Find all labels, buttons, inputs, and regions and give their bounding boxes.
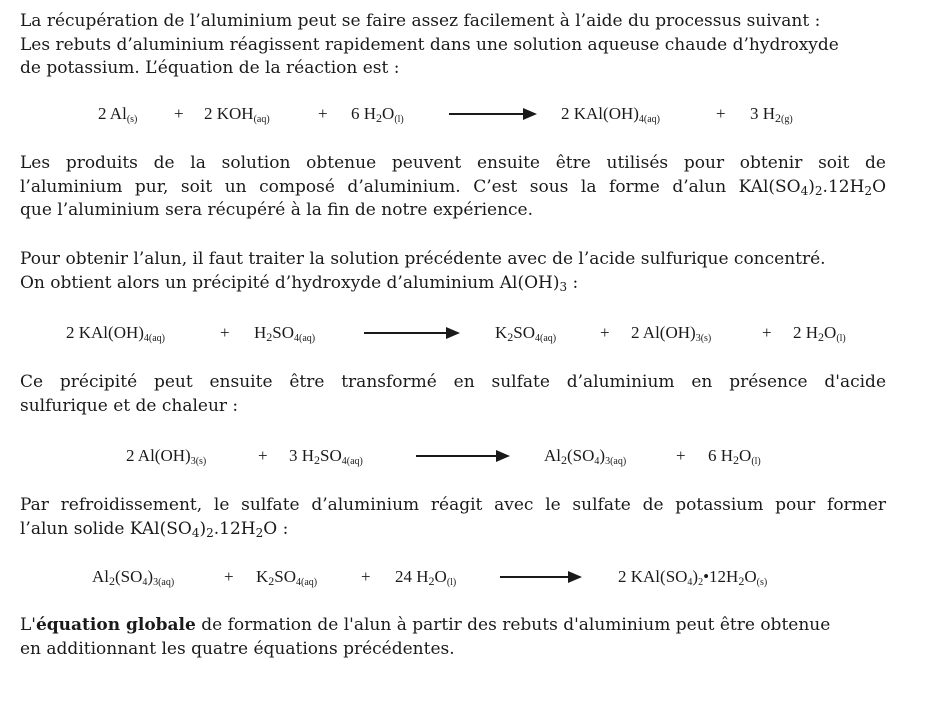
equation-3 <box>0 443 951 469</box>
plus-sign: + <box>762 323 772 342</box>
text-line: l’aluminium pur, soit un composé d’aluminium. C’est sous la forme d’alun KAl(SO4)2.12H2O <box>20 176 886 198</box>
reactant-aloh3: 2 $Al(OH)_{3(s)}$ <box>126 446 207 467</box>
reactant-kaloh4: 2 $KAl(OH)_{4(aq)}$ <box>66 323 166 344</box>
product-alun: 2 $KAl(SO_4)_2•12H2O_{(s)}$ <box>618 567 768 588</box>
reactant-water: 6 $H2O_{(l)}$ <box>351 104 404 125</box>
product-kaloh4: 2 $KAl(OH)_{4(aq)}$ <box>561 104 661 125</box>
product-al2so43: $Al2(SO_4)_{3(aq)}$ <box>544 446 627 467</box>
product-water: 6 $H2O_{(l)}$ <box>708 446 761 467</box>
reactant-al: 2 $Al_{(s)}$ <box>98 104 138 125</box>
plus-sign: + <box>676 446 686 465</box>
plus-sign: + <box>220 323 230 342</box>
plus-sign: + <box>318 104 328 123</box>
reaction-arrow <box>364 332 458 334</box>
text-line: de potassium. L’équation de la réaction est : <box>20 58 400 78</box>
plus-sign: + <box>600 323 610 342</box>
paragraph-alun <box>20 248 886 295</box>
text-line: que l’aluminium sera récupéré à la fin de notre expérience. <box>20 200 534 220</box>
reactant-water: 24 $H2O_{(l)}$ <box>395 567 457 588</box>
plus-sign: + <box>224 567 234 586</box>
plus-sign: + <box>361 567 371 586</box>
reactant-k2so4: $K2SO_{4(aq)}$ <box>256 567 318 588</box>
reaction-arrow <box>449 113 535 115</box>
emphasis-text: équation globale <box>35 615 196 635</box>
text-line: Les produits de la solution obtenue peuvent ensuite être utilisés pour obtenir soit de <box>20 153 886 173</box>
text-line: Les rebuts d’aluminium réagissent rapidement dans une solution aqueuse chaude d’hydroxyde <box>20 34 839 55</box>
product-aloh3: 2 $Al(OH)_{3(s)}$ <box>631 323 712 344</box>
reaction-arrow <box>416 455 508 457</box>
paragraph-products <box>20 152 886 223</box>
text-line: L'équation globale de formation de l'alun à partir des rebuts d'aluminium peut être obtenue <box>20 615 831 635</box>
text-line: La récupération de l’aluminium peut se faire assez facilement à l’aide du processus suivant : <box>20 11 821 31</box>
text-line: Par refroidissement, le sulfate d’aluminium réagit avec le sulfate de potassium pour former <box>20 495 886 515</box>
reactant-h2so4: 3 $H2SO_{4(aq)}$ <box>289 446 363 467</box>
reaction-arrow <box>500 576 580 578</box>
text-line: Pour obtenir l’alun, il faut traiter la solution précédente avec de l’acide sulfurique concentré. <box>20 249 826 269</box>
text-line: sulfurique et de chaleur : <box>20 395 239 416</box>
equation-2 <box>0 320 951 346</box>
text-line: Ce précipité peut ensuite être transformé en sulfate d’aluminium en présence d'acide <box>20 372 886 392</box>
plus-sign: + <box>716 104 726 123</box>
paragraph-cooling <box>20 494 886 541</box>
paragraph-sulfate <box>20 371 886 418</box>
equation-1 <box>0 101 951 127</box>
product-water: 2 $H2O_{(l)}$ <box>793 323 846 344</box>
reactant-koh: 2 $KOH_{(aq)}$ <box>204 104 270 125</box>
text-line: l’alun solide KAl(SO4)2.12H2O : <box>20 518 289 540</box>
reactant-al2so43: $Al2(SO_4)_{3(aq)}$ <box>92 567 175 588</box>
product-h2: 3 $H2_{(g)}$ <box>750 104 793 125</box>
plus-sign: + <box>258 446 268 465</box>
text-line: On obtient alors un précipité d’hydroxyde d’aluminium Al(OH)3 : <box>20 272 579 294</box>
paragraph-global <box>20 614 886 661</box>
equation-4 <box>0 564 951 590</box>
product-k2so4: $K2SO_{4(aq)}$ <box>495 323 557 344</box>
paragraph-intro <box>20 10 886 81</box>
reactant-h2so4: $H2SO_{4(aq)}$ <box>254 323 316 344</box>
text-line: en additionnant les quatre équations précédentes. <box>20 638 455 659</box>
plus-sign: + <box>174 104 184 123</box>
